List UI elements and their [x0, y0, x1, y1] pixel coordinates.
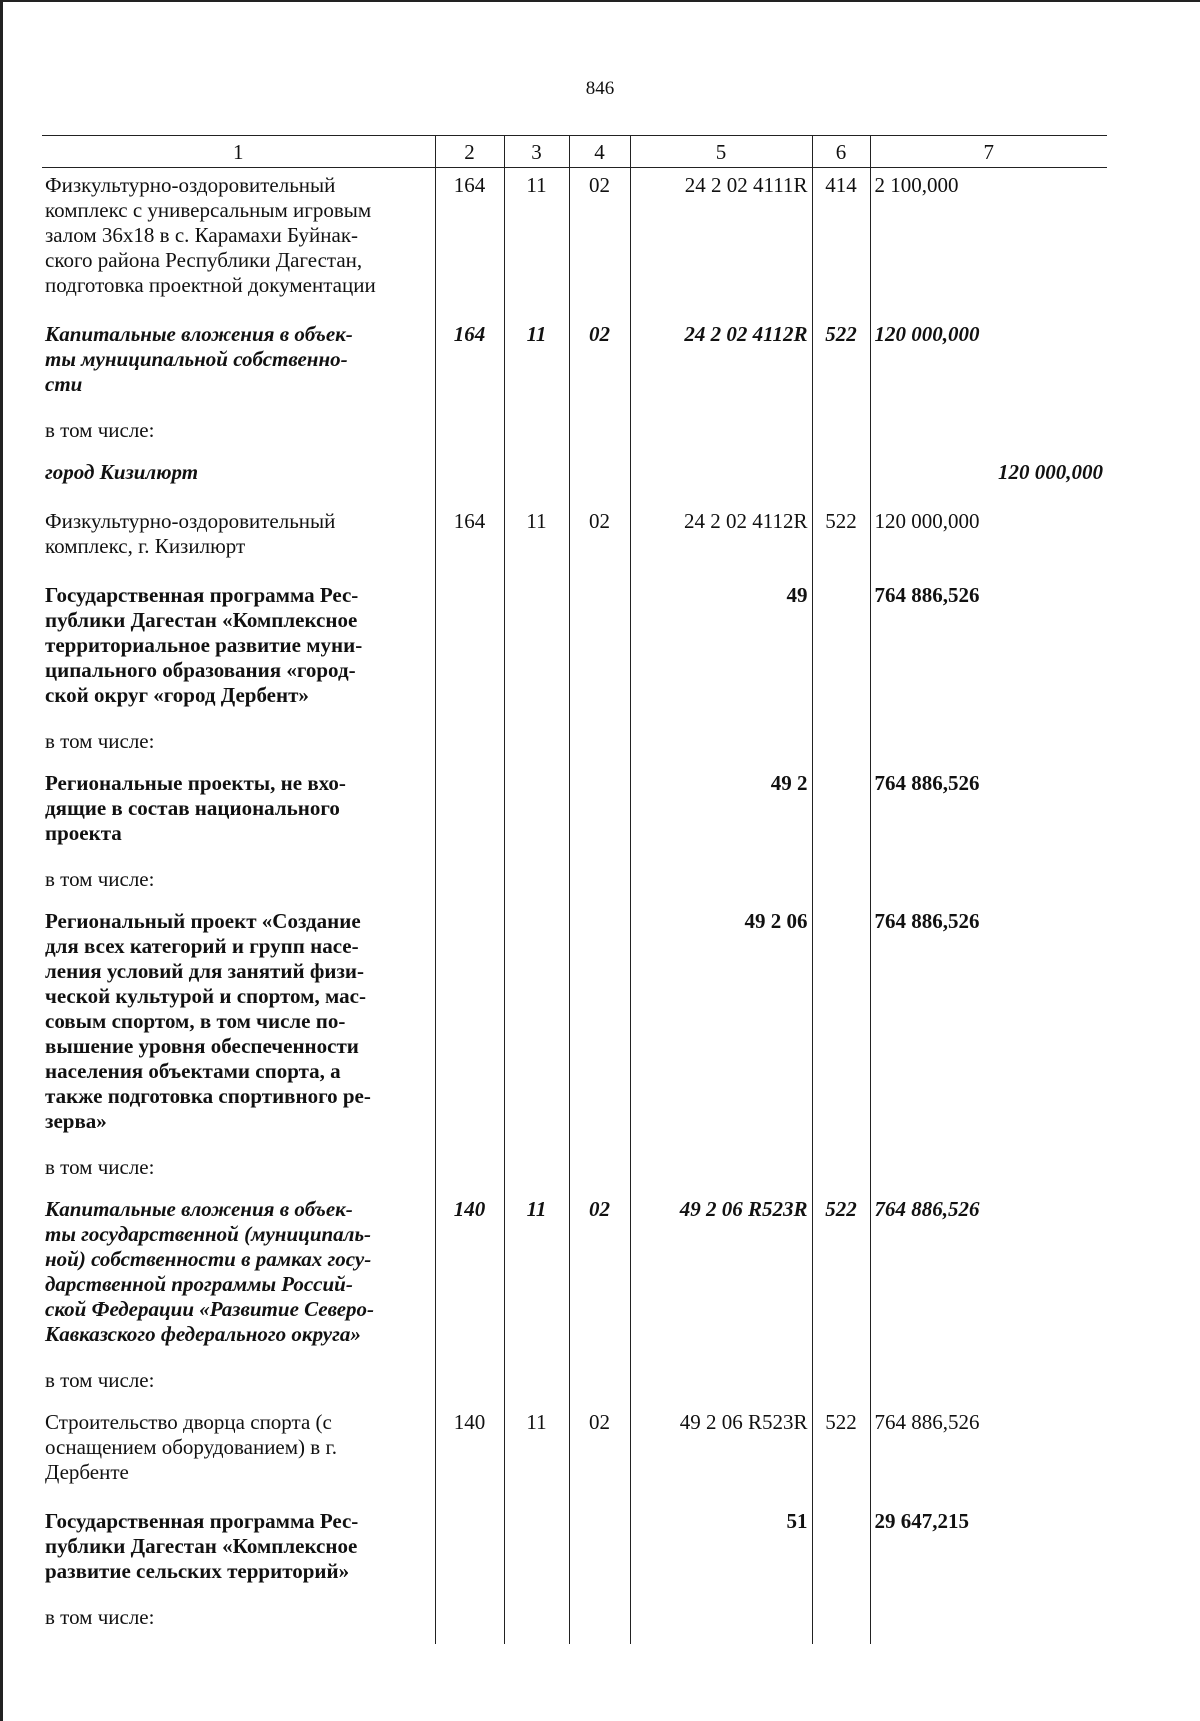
code-3-cell	[504, 455, 569, 504]
code-3-cell	[504, 1504, 569, 1603]
code-5-cell	[630, 1603, 812, 1644]
item-name-cell: Физкультурно-оздоровительный комплекс с универсальным игровым залом 36х18 в с. Карамахи Буйнак- ского района Республики Дагестан, подготовка проектной документации	[45, 173, 376, 297]
code-5-cell: 49 2 06 R523R	[630, 1405, 812, 1504]
code-6-cell: 522	[812, 504, 870, 578]
code-2-cell	[435, 1366, 504, 1405]
code-6-cell: 414	[812, 168, 870, 318]
item-name-cell: Физкультурно-оздоровительный комплекс, г. Кизилюрт	[45, 509, 336, 558]
code-2-cell	[435, 1603, 504, 1644]
code-4-cell: 02	[569, 168, 630, 318]
amount-cell: 120 000,000	[870, 317, 1107, 416]
table-row	[42, 1366, 1107, 1405]
code-4-cell	[569, 727, 630, 766]
code-5-cell: 24 2 02 4112R	[630, 317, 812, 416]
table-row	[42, 317, 1107, 416]
table-row	[42, 1192, 1107, 1366]
code-2-cell	[435, 1153, 504, 1192]
code-6-cell: 522	[812, 317, 870, 416]
amount-cell: 764 886,526	[870, 578, 1107, 727]
column-header-2: 2	[435, 136, 504, 168]
code-5-cell	[630, 1153, 812, 1192]
item-name-cell: в том числе:	[45, 867, 155, 891]
code-3-cell: 11	[504, 504, 569, 578]
code-3-cell	[504, 416, 569, 455]
code-2-cell	[435, 727, 504, 766]
code-5-cell: 49 2	[630, 766, 812, 865]
table-row	[42, 904, 1107, 1153]
amount-cell: 764 886,526	[870, 766, 1107, 865]
item-name-cell: Государственная программа Рес- публики Дагестан «Комплексное территориальное развитие муни- ципального образования «город- ской округ «город Дербент»	[45, 583, 363, 707]
column-header-6: 6	[812, 136, 870, 168]
code-3-cell	[504, 865, 569, 904]
code-4-cell	[569, 455, 630, 504]
amount-cell	[870, 1603, 1107, 1644]
item-name-cell: Капитальные вложения в объек- ты государственной (муниципаль- ной) собственности в рамках госу- дарственной программы Россий- ской Федерации «Развитие Северо- Кавказского федерального округа»	[45, 1197, 375, 1346]
amount-cell: 120 000,000	[870, 455, 1107, 504]
code-4-cell: 02	[569, 317, 630, 416]
code-2-cell: 164	[435, 168, 504, 318]
table-row	[42, 416, 1107, 455]
budget-table	[42, 135, 1107, 1644]
item-name-cell: в том числе:	[45, 1605, 155, 1629]
code-4-cell	[569, 865, 630, 904]
code-4-cell	[569, 766, 630, 865]
code-3-cell	[504, 1366, 569, 1405]
code-2-cell	[435, 904, 504, 1153]
code-5-cell: 24 2 02 4111R	[630, 168, 812, 318]
table-row	[42, 504, 1107, 578]
code-3-cell: 11	[504, 168, 569, 318]
code-6-cell: 522	[812, 1405, 870, 1504]
code-4-cell: 02	[569, 1192, 630, 1366]
code-5-cell: 49 2 06 R523R	[630, 1192, 812, 1366]
code-6-cell	[812, 727, 870, 766]
code-5-cell	[630, 727, 812, 766]
item-name-cell: Строительство дворца спорта (с оснащением оборудованием) в г. Дербенте	[45, 1410, 337, 1484]
code-2-cell: 164	[435, 504, 504, 578]
table-row	[42, 727, 1107, 766]
code-4-cell	[569, 1153, 630, 1192]
code-2-cell	[435, 1504, 504, 1603]
code-3-cell: 11	[504, 1405, 569, 1504]
code-3-cell: 11	[504, 1192, 569, 1366]
item-name-cell: в том числе:	[45, 729, 155, 753]
code-5-cell: 49	[630, 578, 812, 727]
code-6-cell	[812, 1603, 870, 1644]
code-4-cell	[569, 904, 630, 1153]
code-6-cell	[812, 1504, 870, 1603]
code-5-cell: 24 2 02 4112R	[630, 504, 812, 578]
code-3-cell	[504, 727, 569, 766]
code-6-cell	[812, 1153, 870, 1192]
code-4-cell	[569, 416, 630, 455]
code-4-cell	[569, 1504, 630, 1603]
code-5-cell	[630, 455, 812, 504]
code-6-cell	[812, 766, 870, 865]
column-header-7: 7	[870, 136, 1107, 168]
item-name-cell: Региональные проекты, не вхо- дящие в состав национального проекта	[45, 771, 346, 845]
amount-cell: 2 100,000	[870, 168, 1107, 318]
amount-cell	[870, 727, 1107, 766]
table-row	[42, 1603, 1107, 1644]
item-name-cell: город Кизилюрт	[45, 460, 199, 484]
amount-cell	[870, 416, 1107, 455]
code-6-cell	[812, 455, 870, 504]
item-name-cell: Государственная программа Рес- публики Дагестан «Комплексное развитие сельских территорий»	[45, 1509, 359, 1583]
amount-cell: 764 886,526	[870, 1192, 1107, 1366]
amount-cell: 29 647,215	[870, 1504, 1107, 1603]
amount-cell: 764 886,526	[870, 904, 1107, 1153]
code-4-cell: 02	[569, 504, 630, 578]
code-4-cell: 02	[569, 1405, 630, 1504]
code-2-cell	[435, 455, 504, 504]
code-6-cell	[812, 416, 870, 455]
code-4-cell	[569, 1603, 630, 1644]
table-row	[42, 578, 1107, 727]
code-5-cell	[630, 1366, 812, 1405]
code-2-cell	[435, 416, 504, 455]
scan-top-edge	[0, 0, 1200, 2]
code-2-cell: 164	[435, 317, 504, 416]
amount-cell	[870, 1153, 1107, 1192]
table-row	[42, 1405, 1107, 1504]
code-3-cell	[504, 1603, 569, 1644]
code-2-cell: 140	[435, 1405, 504, 1504]
code-4-cell	[569, 578, 630, 727]
table-header-row	[42, 136, 1107, 168]
item-name-cell: Капитальные вложения в объек- ты муниципальной собственно- сти	[45, 322, 353, 396]
code-6-cell	[812, 865, 870, 904]
code-2-cell	[435, 766, 504, 865]
column-header-1: 1	[42, 136, 435, 168]
column-header-4: 4	[569, 136, 630, 168]
code-6-cell: 522	[812, 1192, 870, 1366]
table-row	[42, 865, 1107, 904]
code-5-cell: 49 2 06	[630, 904, 812, 1153]
table-row	[42, 766, 1107, 865]
table-row	[42, 1153, 1107, 1192]
amount-cell: 120 000,000	[870, 504, 1107, 578]
table-row	[42, 455, 1107, 504]
code-6-cell	[812, 1366, 870, 1405]
code-3-cell: 11	[504, 317, 569, 416]
code-3-cell	[504, 1153, 569, 1192]
code-2-cell: 140	[435, 1192, 504, 1366]
table-row	[42, 168, 1107, 318]
code-3-cell	[504, 904, 569, 1153]
table-row	[42, 1504, 1107, 1603]
column-header-3: 3	[504, 136, 569, 168]
page-number: 846	[585, 78, 615, 99]
amount-cell	[870, 1366, 1107, 1405]
column-header-5: 5	[630, 136, 812, 168]
code-6-cell	[812, 904, 870, 1153]
code-5-cell: 51	[630, 1504, 812, 1603]
code-5-cell	[630, 865, 812, 904]
scan-left-edge	[0, 0, 3, 1721]
table-body	[42, 168, 1107, 1645]
code-5-cell	[630, 416, 812, 455]
code-2-cell	[435, 578, 504, 727]
item-name-cell: в том числе:	[45, 1155, 155, 1179]
amount-cell	[870, 865, 1107, 904]
item-name-cell: в том числе:	[45, 1368, 155, 1392]
code-6-cell	[812, 578, 870, 727]
code-2-cell	[435, 865, 504, 904]
item-name-cell: в том числе:	[45, 418, 155, 442]
amount-cell: 764 886,526	[870, 1405, 1107, 1504]
item-name-cell: Региональный проект «Создание для всех категорий и групп насе- ления условий для занятий физи- ческой культурой и спортом, мас- совым спортом, в том числе по- вышение уровня обеспеченности населения объектами спорта, а также подготовка спортивного ре- зерва»	[45, 909, 371, 1133]
code-4-cell	[569, 1366, 630, 1405]
code-3-cell	[504, 578, 569, 727]
code-3-cell	[504, 766, 569, 865]
